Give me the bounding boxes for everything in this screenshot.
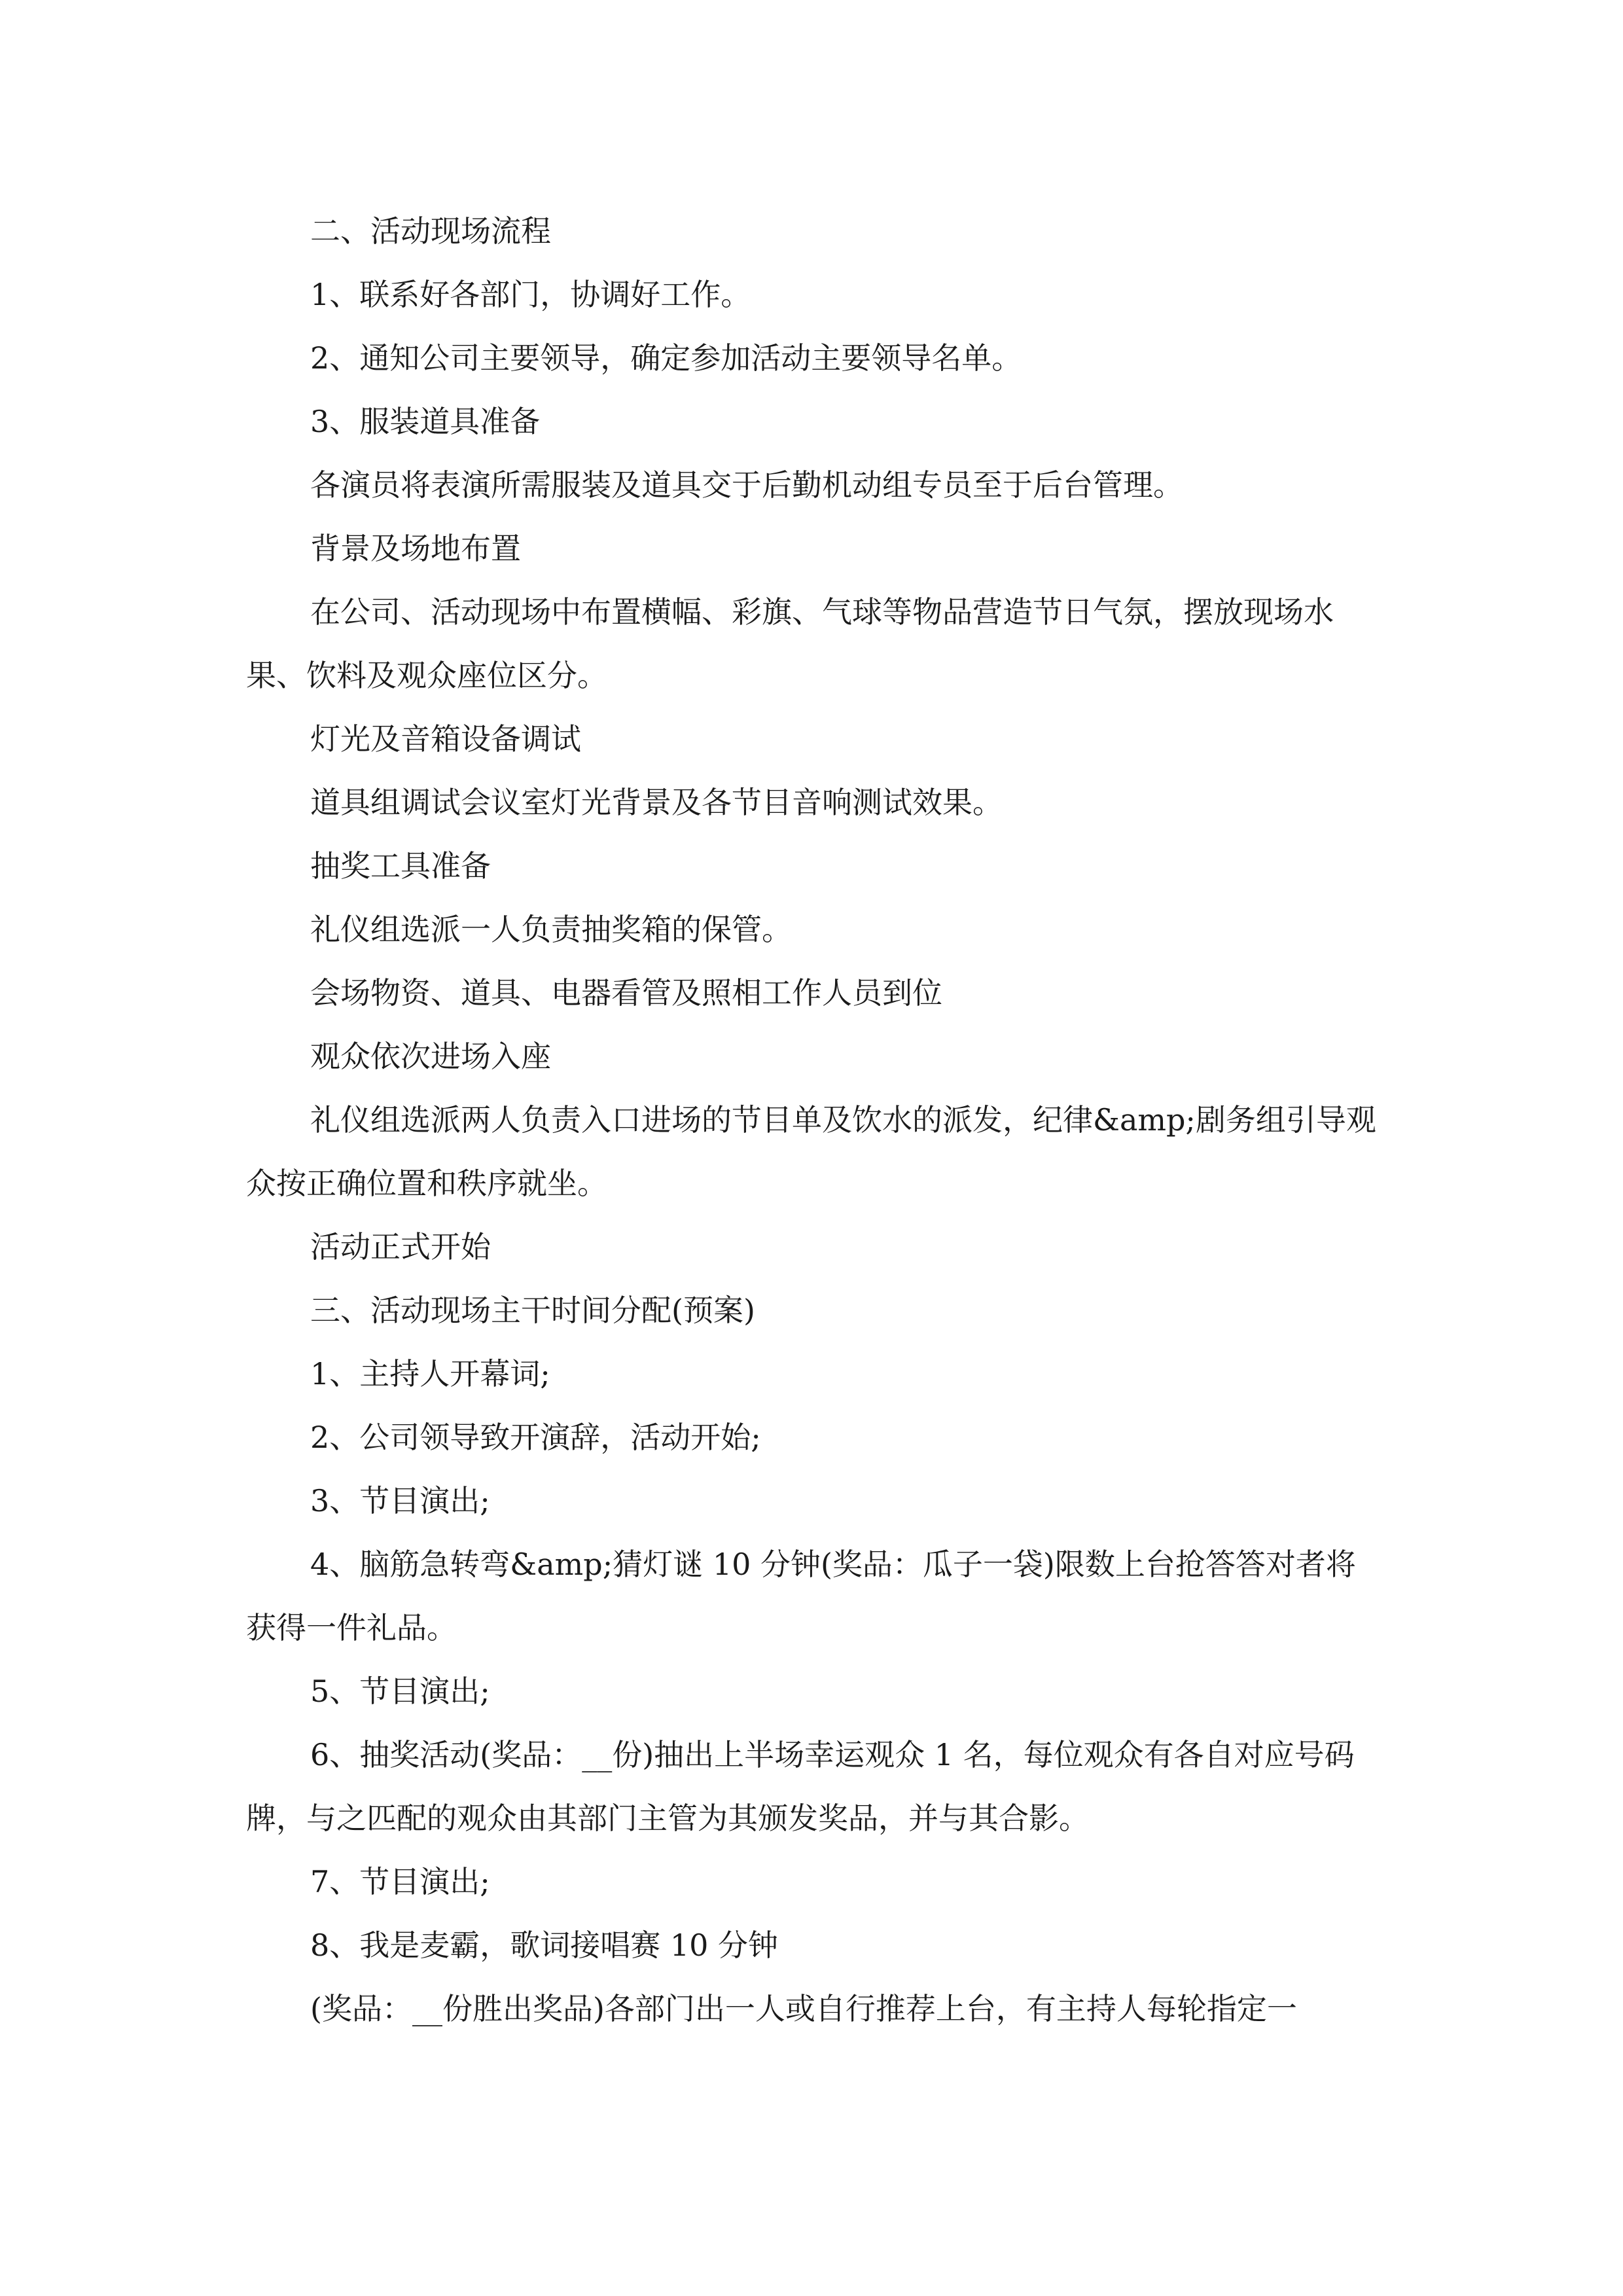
list-item: 8、我是麦霸，歌词接唱赛 10 分钟: [310, 1928, 779, 1963]
list-item: 4、脑筋急转弯&amp;猜灯谜 10 分钟(奖品：瓜子一袋)限数上台抢答答对者将获得一件礼品。: [246, 1547, 1356, 1645]
list-item: 2、公司领导致开演辞，活动开始;: [310, 1420, 761, 1455]
list-item: 5、节目演出;: [310, 1674, 490, 1709]
section-heading: 二、活动现场流程: [310, 213, 551, 249]
subheading: 观众依次进场入座: [310, 1039, 551, 1074]
list-item: 1、主持人开幕词;: [310, 1356, 550, 1391]
document-body: [246, 200, 1381, 2041]
subheading: 活动正式开始: [310, 1229, 491, 1265]
subheading: 抽奖工具准备: [310, 848, 491, 884]
paragraph: (奖品：__份胜出奖品)各部门出一人或自行推荐上台，有主持人每轮指定一: [310, 1991, 1297, 2026]
paragraph: 礼仪组选派一人负责抽奖箱的保管。: [310, 912, 792, 947]
subheading: 背景及场地布置: [310, 531, 521, 566]
list-item: 1、联系好各部门，协调好工作。: [310, 277, 751, 312]
list-item: 7、节目演出;: [310, 1864, 490, 1899]
paragraph: 在公司、活动现场中布置横幅、彩旗、气球等物品营造节日气氛，摆放现场水果、饮料及观众座位区分。: [246, 594, 1334, 693]
list-item: 3、服装道具准备: [310, 404, 541, 439]
paragraph: 礼仪组选派两人负责入口进场的节目单及饮水的派发，纪律&amp;剧务组引导观众按正确位置和秩序就坐。: [246, 1102, 1376, 1201]
paragraph: 各演员将表演所需服装及道具交于后勤机动组专员至于后台管理。: [310, 467, 1183, 503]
subheading: 灯光及音箱设备调试: [310, 721, 581, 757]
paragraph: 道具组调试会议室灯光背景及各节目音响测试效果。: [310, 785, 1003, 820]
list-item: 3、节目演出;: [310, 1483, 490, 1518]
list-item: 2、通知公司主要领导，确定参加活动主要领导名单。: [310, 340, 1022, 376]
paragraph: 会场物资、道具、电器看管及照相工作人员到位: [310, 975, 942, 1011]
list-item: 6、抽奖活动(奖品：__份)抽出上半场幸运观众 1 名，每位观众有各自对应号码牌，与之匹配的观众由其部门主管为其颁发奖品，并与其合影。: [246, 1737, 1355, 1836]
section-heading: 三、活动现场主干时间分配(预案): [310, 1293, 755, 1328]
